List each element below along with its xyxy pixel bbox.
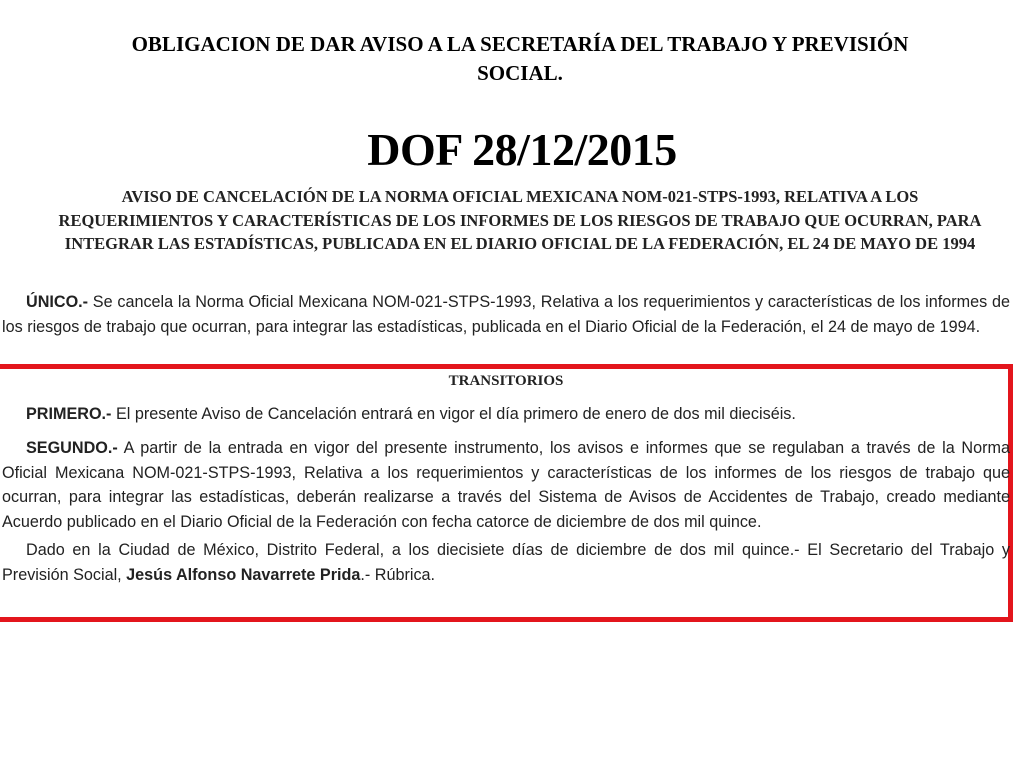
segundo-text: A partir de la entrada en vigor del presente instrumento, los avisos e informes que se regulaban a través de la Norma Oficial Mexicana NOM-021-STPS-1993, Relativa a los requerimientos y características de los informes de los riesgos de trabajo que ocurran, para integrar las estadísticas, deberán realizarse a través del Sistema de Avisos de Accidentes de Trabajo, creado mediante Acuerdo publicado en el Diario Oficial de la Federación con fecha catorce de diciembre de dos mil quince. xyxy=(2,439,1010,531)
unico-text: Se cancela la Norma Oficial Mexicana NOM-021-STPS-1993, Relativa a los requerimientos y características de los informes de los riesgos de trabajo que ocurran, para integrar las estadísticas, publicada en el Diario Oficial de la Federación, el 24 de mayo de 1994. xyxy=(2,293,1010,336)
primero-paragraph xyxy=(2,402,1010,427)
unico-label: ÚNICO.- xyxy=(26,293,89,311)
slide-title: OBLIGACION DE DAR AVISO A LA SECRETARÍA DEL TRABAJO Y PREVISIÓN SOCIAL. xyxy=(131,32,909,85)
primero-label: PRIMERO.- xyxy=(26,405,112,423)
segundo-label: SEGUNDO.- xyxy=(26,439,118,457)
dado-paragraph xyxy=(2,538,1010,587)
publication-date-heading: DOF 28/12/2015 xyxy=(367,124,677,175)
signer-name: Jesús Alfonso Navarrete Prida xyxy=(126,565,361,584)
transitorios-heading: TRANSITORIOS xyxy=(448,373,564,389)
primero-text: El presente Aviso de Cancelación entrará en vigor el día primero de enero de dos mil dieciséis. xyxy=(115,405,796,423)
closing-text: .- Rúbrica. xyxy=(360,565,436,584)
unico-paragraph xyxy=(2,290,1010,339)
document-heading: AVISO DE CANCELACIÓN DE LA NORMA OFICIAL MEXICANA NOM-021-STPS-1993, RELATIVA A LOS REQUERIMIENTOS Y CARACTERÍSTICAS DE LOS INFORMES DE LOS RIESGOS DE TRABAJO QUE OCURRAN, PARA INTEGRAR LAS ESTADÍSTICAS, PUBLICADA EN EL DIARIO OFICIAL DE LA FEDERACIÓN, EL 24 DE MAYO DE 1994 xyxy=(58,187,982,253)
dado-text: Dado en la Ciudad de México, Distrito Federal, a los diecisiete días de diciembre de dos mil quince.- El Secretario del Trabajo y Previsión Social, xyxy=(2,541,1010,584)
segundo-paragraph xyxy=(2,436,1010,534)
